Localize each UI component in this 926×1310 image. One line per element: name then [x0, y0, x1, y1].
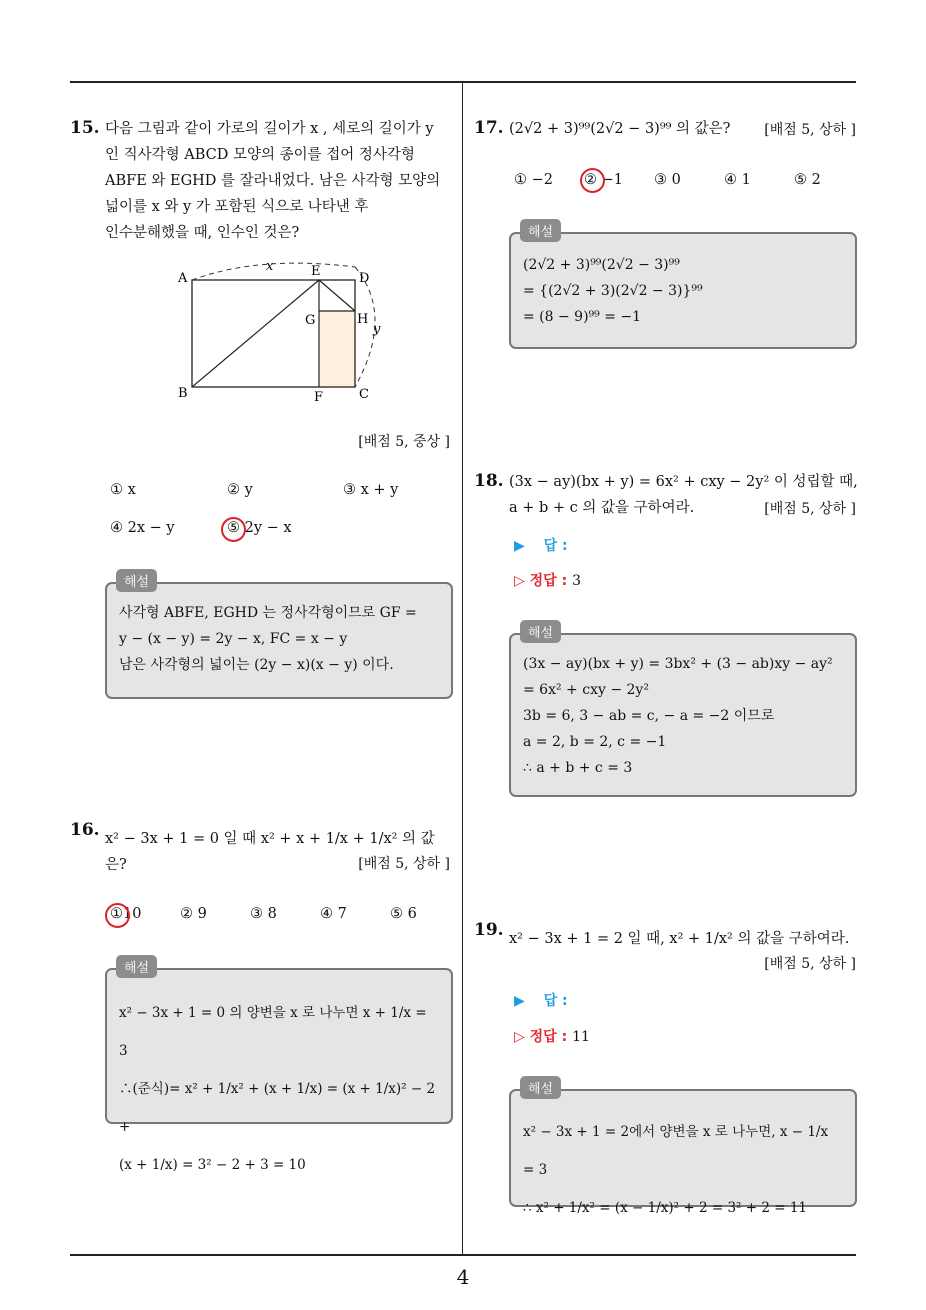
- q15-choice-4[interactable]: ④ 2x − y: [110, 520, 175, 536]
- q17-solution-tag: 해설: [520, 219, 561, 242]
- q19-solution-box: [509, 1089, 857, 1216]
- label-c: C: [359, 387, 369, 402]
- q17-choice-5[interactable]: ⑤ 2: [794, 172, 821, 188]
- solution-line: ∴ x² + 1/x² = (x − 1/x)² + 2 = 3² + 2 = 11: [523, 1200, 807, 1216]
- q15-number: 15.: [70, 118, 100, 138]
- q15-choice-5[interactable]: ⑤ 2y − x: [227, 520, 292, 536]
- q15-choice-2[interactable]: ② y: [227, 482, 253, 498]
- q15-text-line: 인수분해했을 때, 인수인 것은?: [105, 225, 300, 241]
- fold-line-be: [192, 280, 319, 387]
- q15-text-line: 넓이를 x 와 y 가 포함된 식으로 나타낸 후: [105, 199, 369, 215]
- solution-line: y − (x − y) = 2y − x, FC = x − y: [119, 631, 348, 647]
- label-x: x: [266, 259, 274, 274]
- selected-answer-mark: [221, 517, 246, 542]
- q16-number: 16.: [70, 820, 100, 840]
- label-g: G: [305, 313, 316, 328]
- q17-score: [배점 5, 상하 ]: [764, 122, 856, 138]
- solution-line: 사각형 ABFE, EGHD 는 정사각형이므로 GF =: [119, 605, 417, 621]
- correct-label: 정답 :: [529, 573, 568, 589]
- q18-score: [배점 5, 상하 ]: [764, 501, 856, 517]
- solution-line: x² − 3x + 1 = 0 의 양변을 x 로 나누면 x + 1/x = 3: [119, 1005, 427, 1059]
- label-d: D: [359, 271, 370, 286]
- play-triangle-icon: ▶: [514, 538, 525, 554]
- q18-text-line: (3x − ay)(bx + y) = 6x² + cxy − 2y² 이 성립할 때,: [509, 474, 858, 490]
- q15-figure: [170, 255, 400, 405]
- solution-line: a = 2, b = 2, c = −1: [523, 734, 667, 750]
- q17-choice-1[interactable]: ① −2: [514, 172, 553, 188]
- q19-number: 19.: [474, 920, 504, 940]
- answer-label: 답 :: [543, 538, 568, 554]
- q17-choice-2[interactable]: ② −1: [584, 172, 623, 188]
- top-dashed-arc: [192, 263, 355, 280]
- play-triangle-icon: ▶: [514, 993, 525, 1009]
- q15-solution-box: [105, 582, 453, 699]
- label-e: E: [311, 264, 321, 279]
- bottom-rule: [70, 1254, 856, 1256]
- top-rule: [70, 81, 856, 83]
- q15-choice-1[interactable]: ① x: [110, 482, 136, 498]
- solution-line: 3b = 6, 3 − ab = c, − a = −2 이므로: [523, 708, 775, 724]
- q17-solution-box: [509, 232, 857, 349]
- correct-label: 정답 :: [529, 1029, 568, 1045]
- q18-answer-row: [514, 535, 568, 555]
- q16-score: [배점 5, 상하 ]: [358, 856, 450, 872]
- q18-solution-tag: 해설: [520, 620, 561, 643]
- q19-correct-row: [514, 1026, 590, 1046]
- label-b: B: [178, 386, 188, 401]
- label-y: y: [373, 322, 381, 337]
- q15-text-line: ABFE 와 EGHD 를 잘라내었다. 남은 사각형 모양의: [105, 173, 441, 189]
- q15-choice-3[interactable]: ③ x + y: [343, 482, 399, 498]
- q15-score: [배점 5, 중상 ]: [358, 434, 450, 450]
- q16-choice-4[interactable]: ④ 7: [320, 906, 347, 922]
- q15-text-line: 인 직사각형 ABCD 모양의 종이를 접어 정사각형: [105, 147, 415, 163]
- q19-answer-row: [514, 990, 568, 1010]
- solution-line: (2√2 + 3)⁹⁹(2√2 − 3)⁹⁹: [523, 257, 680, 273]
- triangle-outline-icon: ▷: [514, 1029, 525, 1045]
- q19-text: x² − 3x + 1 = 2 일 때, x² + 1/x² 의 값을 구하여라.: [509, 931, 850, 947]
- solution-line: x² − 3x + 1 = 2에서 양변을 x 로 나누면, x − 1/x = 3: [523, 1124, 829, 1178]
- solution-line: = 6x² + cxy − 2y²: [523, 682, 649, 698]
- q16-solution-box: [105, 968, 453, 1173]
- selected-answer-mark: [580, 168, 605, 193]
- q18-solution-box: [509, 633, 857, 797]
- remaining-rectangle: [319, 311, 355, 387]
- q17-text: (2√2 + 3)⁹⁹(2√2 − 3)⁹⁹ 의 값은?: [509, 121, 731, 137]
- q18-number: 18.: [474, 471, 504, 491]
- page-number: 4: [456, 1265, 470, 1289]
- solution-line: = {(2√2 + 3)(2√2 − 3)}⁹⁹: [523, 283, 703, 299]
- q15-text-line: 다음 그림과 같이 가로의 길이가 x , 세로의 길이가 y: [105, 121, 434, 137]
- q17-number: 17.: [474, 118, 504, 138]
- q17-choice-3[interactable]: ③ 0: [654, 172, 681, 188]
- q15-solution-tag: 해설: [116, 569, 157, 592]
- answer-label: 답 :: [543, 993, 568, 1009]
- q19-score: [배점 5, 상하 ]: [764, 956, 856, 972]
- triangle-outline-icon: ▷: [514, 573, 525, 589]
- q16-choice-2[interactable]: ② 9: [180, 906, 207, 922]
- selected-answer-mark: [105, 903, 130, 928]
- correct-value: 11: [572, 1029, 590, 1045]
- solution-line: ∴ a + b + c = 3: [523, 760, 633, 776]
- column-divider: [462, 83, 463, 1255]
- q16-choice-5[interactable]: ⑤ 6: [390, 906, 417, 922]
- q16-solution-tag: 해설: [116, 955, 157, 978]
- solution-line: (x + 1/x) = 3² − 2 + 3 = 10: [119, 1157, 306, 1173]
- q17-choice-4[interactable]: ④ 1: [724, 172, 751, 188]
- q18-text-line: a + b + c 의 값을 구하여라.: [509, 500, 695, 516]
- correct-value: 3: [572, 573, 581, 589]
- solution-line: 남은 사각형의 넓이는 (2y − x)(x − y) 이다.: [119, 657, 394, 673]
- q16-text: x² − 3x + 1 = 0 일 때 x² + x + 1/x + 1/x² 의 값은?: [105, 831, 435, 873]
- solution-line: ∴(준식)= x² + 1/x² + (x + 1/x) = (x + 1/x)² − 2 +: [119, 1081, 436, 1135]
- label-a: A: [178, 271, 188, 286]
- q19-solution-tag: 해설: [520, 1076, 561, 1099]
- label-h: H: [357, 312, 369, 327]
- q15-text: [105, 116, 460, 246]
- solution-line: (3x − ay)(bx + y) = 3bx² + (3 − ab)xy − ay²: [523, 656, 833, 672]
- label-f: F: [314, 390, 324, 405]
- solution-line: = (8 − 9)⁹⁹ = −1: [523, 309, 642, 325]
- q16-choice-3[interactable]: ③ 8: [250, 906, 277, 922]
- line-eh: [319, 280, 355, 311]
- q18-correct-row: [514, 570, 581, 590]
- q16-choice-1[interactable]: ①10: [110, 906, 142, 922]
